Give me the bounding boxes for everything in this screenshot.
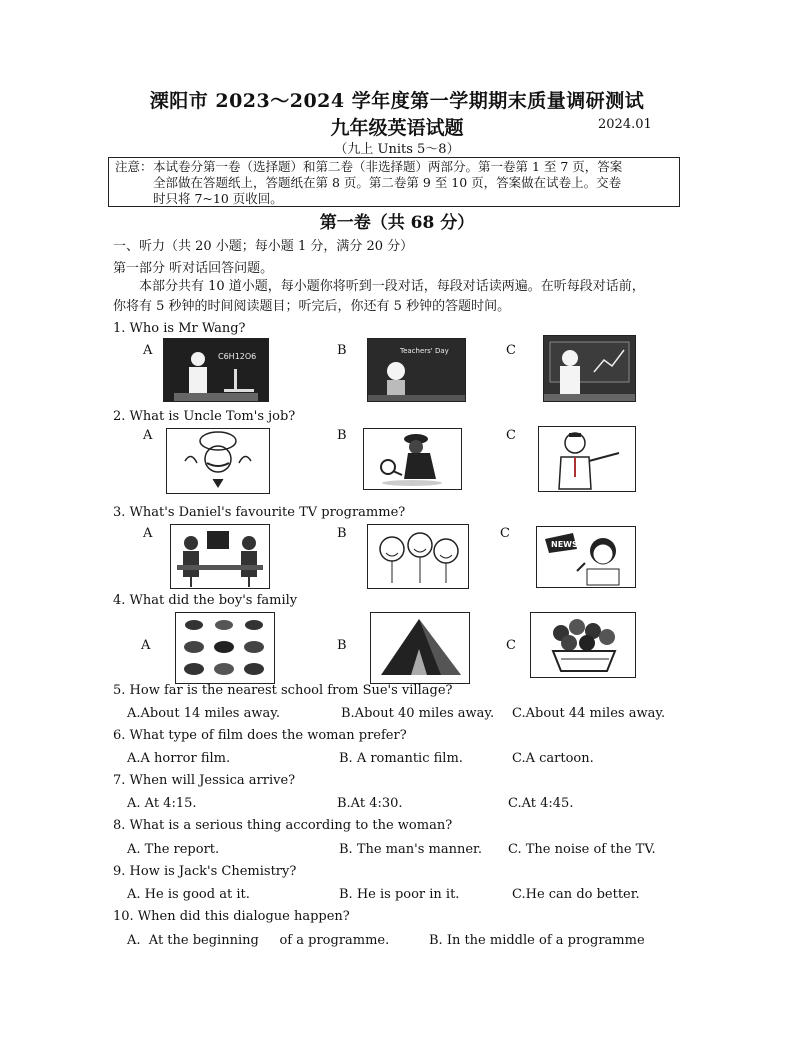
picture-q4-a-food [175, 612, 275, 684]
picture-q2-b-detective [363, 428, 462, 490]
option-letter-b: B [337, 428, 347, 443]
q3-news-label: NEWS [551, 540, 578, 549]
option-a: A.A horror film. [127, 751, 231, 766]
exam-title: 溧阳市 2023～2024 学年度第一学期期末质量调研测试 [149, 90, 645, 112]
option-letter-b: B [337, 343, 347, 358]
option-b: B. He is poor in it. [339, 887, 460, 902]
picture-q1-b [367, 338, 466, 402]
option-letter-a: A [143, 428, 153, 443]
option-a: A. The report. [127, 842, 220, 857]
option-letter-c: C [506, 343, 516, 358]
option-c: C.At 4:45. [508, 796, 574, 811]
option-c: C.A cartoon. [512, 751, 594, 766]
option-letter-a: A [143, 343, 153, 358]
option-b: B. A romantic film. [339, 751, 463, 766]
question-10: 10. When did this dialogue happen? [113, 909, 350, 924]
instructions-line-1: 本部分共有 10 道小题，每小题你将听到一段对话，每段对话读两遍。在听每段对话前， [139, 279, 645, 294]
part1-heading: 第一部分 听对话回答问题。 [113, 261, 274, 276]
question-7: 7. When will Jessica arrive? [113, 773, 296, 788]
exam-date: 2024.01 [598, 117, 652, 132]
option-letter-c: C [506, 638, 516, 653]
question-8: 8. What is a serious thing according to the woman? [113, 818, 453, 833]
q1-board-teachers-day: Teachers' Day [400, 347, 449, 355]
question-2: 2. What is Uncle Tom's job? [113, 409, 296, 424]
grade-title: 九年级英语试题 [330, 117, 464, 139]
question-5: 5. How far is the nearest school from Sue's village? [113, 683, 453, 698]
option-c: C.About 44 miles away. [512, 706, 666, 721]
picture-q3-a-studio [170, 524, 270, 589]
option-a: A. At the beginning of a programme. [127, 933, 390, 948]
option-b: B. In the middle of a programme [429, 933, 645, 948]
question-4: 4. What did the boy's family [113, 593, 298, 608]
picture-q1-c [543, 335, 636, 402]
option-letter-b: B [337, 638, 347, 653]
option-b: B. The man's manner. [339, 842, 482, 857]
option-b: B.About 40 miles away. [341, 706, 495, 721]
picture-q3-b-kids [367, 524, 469, 589]
option-a: A. He is good at it. [127, 887, 250, 902]
picture-q1-a [163, 338, 269, 402]
picture-q2-c-doctor [538, 426, 636, 492]
picture-q2-a-chef [166, 428, 270, 494]
section-title: 第一卷（共 68 分） [319, 213, 475, 233]
option-a: A.About 14 miles away. [127, 706, 280, 721]
notice-box [108, 157, 680, 207]
picture-q4-c-flowers [530, 612, 636, 678]
units-subtitle: （九上 Units 5～8） [334, 142, 460, 157]
instructions-line-2: 你将有 5 秒钟的时间阅读题目；听完后，你还有 5 秒钟的答题时间。 [113, 299, 511, 314]
q1-board-formula: C6H12O6 [218, 352, 257, 361]
option-letter-c: C [506, 428, 516, 443]
picture-q3-c-news [536, 526, 636, 588]
picture-q4-b-tent [370, 612, 470, 684]
option-c: C. The noise of the TV. [508, 842, 656, 857]
option-a: A. At 4:15. [127, 796, 197, 811]
option-c: C.He can do better. [512, 887, 640, 902]
option-letter-c: C [500, 526, 510, 541]
notice-line-3: 时只将 7~10 页收回。 [153, 191, 283, 206]
notice-label: 注意： [115, 159, 153, 174]
option-letter-a: A [141, 638, 151, 653]
notice-line-1: 本试卷分第一卷（选择题）和第二卷（非选择题）两部分。第一卷第 1 至 7 页，答案 [153, 159, 623, 174]
option-letter-b: B [337, 526, 347, 541]
question-1: 1. Who is Mr Wang? [113, 321, 246, 336]
option-b: B.At 4:30. [337, 796, 403, 811]
question-6: 6. What type of film does the woman prefer? [113, 728, 407, 743]
listening-heading: 一、听力（共 20 小题；每小题 1 分，满分 20 分） [113, 239, 414, 254]
question-3: 3. What's Daniel's favourite TV programme? [113, 505, 406, 520]
notice-line-2: 全部做在答题纸上，答题纸在第 8 页。第二卷第 9 至 10 页，答案做在试卷上。交卷 [153, 175, 622, 190]
question-9: 9. How is Jack's Chemistry? [113, 864, 297, 879]
option-letter-a: A [143, 526, 153, 541]
